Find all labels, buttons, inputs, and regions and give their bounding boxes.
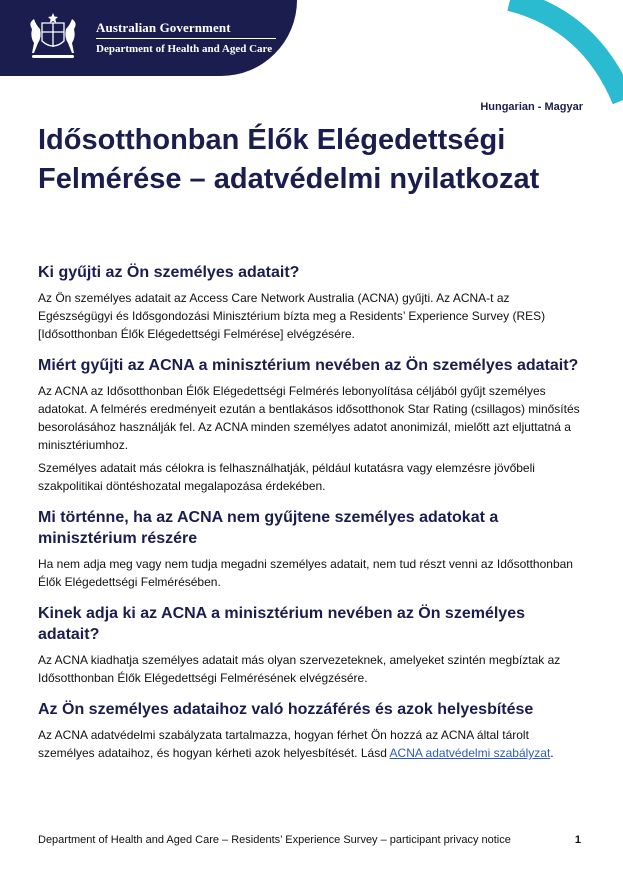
government-name: Australian Government [96, 20, 231, 35]
language-tag: Hungarian - Magyar [480, 101, 583, 113]
privacy-policy-link[interactable]: ACNA adatvédelmi szabályzat [389, 746, 551, 760]
section-paragraph: Személyes adatait más célokra is felhasználhatják, például kutatásra vagy elemzésre jövőbeli szakpolitikai döntéshozatal megalapozása érdekében. [38, 461, 535, 493]
link-suffix: . [550, 746, 554, 760]
section-heading: Az Ön személyes adataihoz való hozzáférés és azok helyesbítése [38, 701, 534, 718]
document-body [38, 262, 586, 774]
section-paragraph: Az ACNA kiadhatja személyes adatait más olyan szervezeteknek, amelyeket szintén megbíztak az Idősotthonban Élők Elégedettségi Felmérésének elvégzésére. [38, 653, 561, 685]
section-heading: Miért gyűjti az ACNA a minisztérium nevében az Ön személyes adatait? [38, 357, 579, 374]
header-divider [96, 38, 276, 39]
page-number: 1 [574, 834, 581, 846]
section-heading: Kinek adja ki az ACNA a minisztérium nevében az Ön személyes adatait? [38, 605, 525, 643]
section-paragraph: Az Ön személyes adatait az Access Care Network Australia (ACNA) gyűjti. Az ACNA-t az Egészségügyi és Idősgondozási Minisztérium bízta meg a Residents’ Experience Survey (RES) [Idősotthonban Élők Elégedettségi Felmérése] elvégzésére. [38, 291, 546, 341]
coat-of-arms-icon [26, 11, 80, 63]
section-who-disclosed [38, 603, 586, 687]
section-who-collects [38, 262, 586, 343]
header-band [0, 0, 297, 76]
section-paragraph: Az ACNA az Idősotthonban Élők Elégedettségi Felmérés lebonyolítása céljából gyűjt személyes adatokat. A felmérés eredményeit ezután a bentlakásos idősotthonok Star Rating (csillagos) minősítés besorolásához használják fel. Az ACNA minden személyes adatot anonimizál, mielőtt azt eljuttatná a minisztériumhoz. [38, 384, 580, 452]
section-paragraph [38, 726, 586, 762]
section-paragraph: Ha nem adja meg vagy nem tudja megadni személyes adatait, nem tud részt venni az Idősotthonban Élők Elégedettségi Felmérésében. [38, 557, 573, 589]
section-heading: Mi történne, ha az ACNA nem gyűjtene személyes adatokat a minisztérium részére [38, 509, 499, 547]
page-title: Idősotthonban Élők Elégedettségi Felmérése – adatvédelmi nyilatkozat [38, 124, 540, 195]
section-heading: Ki gyűjti az Ön személyes adatait? [38, 264, 300, 281]
section-what-happens [38, 507, 586, 591]
section-access-correction [38, 699, 586, 762]
department-name: Department of Health and Aged Care [96, 43, 273, 55]
section-why-collects [38, 355, 586, 495]
paragraph-text: Az ACNA adatvédelmi szabályzata tartalmazza, hogyan férhet Ön hozzá az ACNA által tárolt személyes adataihoz, és hogyan kérheti azok helyesbítését. Lásd [38, 728, 529, 760]
footer-text: Department of Health and Aged Care – Residents’ Experience Survey – participant privacy notice [38, 834, 511, 846]
